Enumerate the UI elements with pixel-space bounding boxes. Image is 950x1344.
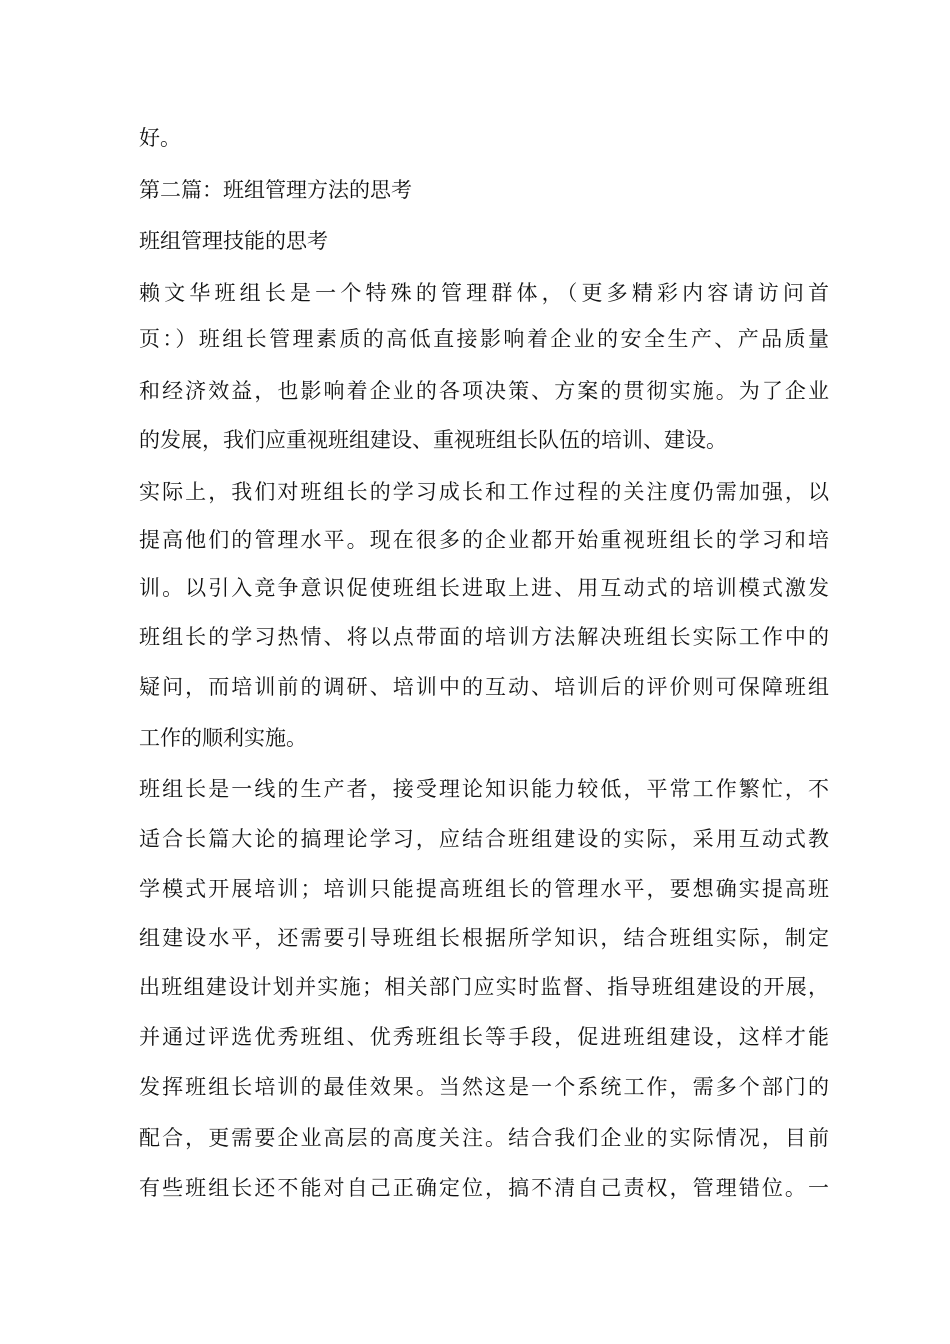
- text-line: 班组长的学习热情、将以点带面的培训方法解决班组长实际工作中的: [139, 625, 829, 649]
- text-line: 和经济效益，也影响着企业的各项决策、方案的贯彻实施。为了企业: [139, 379, 829, 403]
- text-line: 实际上，我们对班组长的学习成长和工作过程的关注度仍需加强，以: [139, 480, 829, 504]
- article-title: 班组管理技能的思考: [139, 229, 328, 253]
- text-line: 发挥班组长培训的最佳效果。当然这是一个系统工作，需多个部门的: [139, 1075, 829, 1099]
- text-line: 疑问，而培训前的调研、培训中的互动、培训后的评价则可保障班组: [139, 675, 829, 699]
- text-line: 赖文华班组长是一个特殊的管理群体，（更多精彩内容请访问首: [139, 281, 829, 305]
- text-line: 学模式开展培训；培训只能提高班组长的管理水平，要想确实提高班: [139, 877, 829, 901]
- text-line: 的发展，我们应重视班组建设、重视班组长队伍的培训、建设。: [139, 428, 727, 452]
- text-line: 页：）班组长管理素质的高低直接影响着企业的安全生产、产品质量: [139, 327, 829, 351]
- text-line: 组建设水平，还需要引导班组长根据所学知识，结合班组实际，制定: [139, 926, 829, 950]
- text-line: 并通过评选优秀班组、优秀班组长等手段，促进班组建设，这样才能: [139, 1025, 829, 1049]
- text-line: 配合，更需要企业高层的高度关注。结合我们企业的实际情况，目前: [139, 1126, 829, 1150]
- text-line: 提高他们的管理水平。现在很多的企业都开始重视班组长的学习和培: [139, 528, 829, 552]
- text-line: 工作的顺利实施。: [139, 726, 307, 750]
- text-line: 训。以引入竞争意识促使班组长进取上进、用互动式的培训模式激发: [139, 576, 829, 600]
- text-line: 出班组建设计划并实施；相关部门应实时监督、指导班组建设的开展，: [139, 975, 829, 999]
- section-heading: 第二篇：班组管理方法的思考: [139, 178, 412, 202]
- text-line: 好。: [139, 126, 181, 150]
- text-line: 班组长是一线的生产者，接受理论知识能力较低，平常工作繁忙，不: [139, 777, 829, 801]
- text-line: 适合长篇大论的搞理论学习，应结合班组建设的实际，采用互动式教: [139, 827, 829, 851]
- text-line: 有些班组长还不能对自己正确定位，搞不清自己责权，管理错位。一: [139, 1176, 829, 1200]
